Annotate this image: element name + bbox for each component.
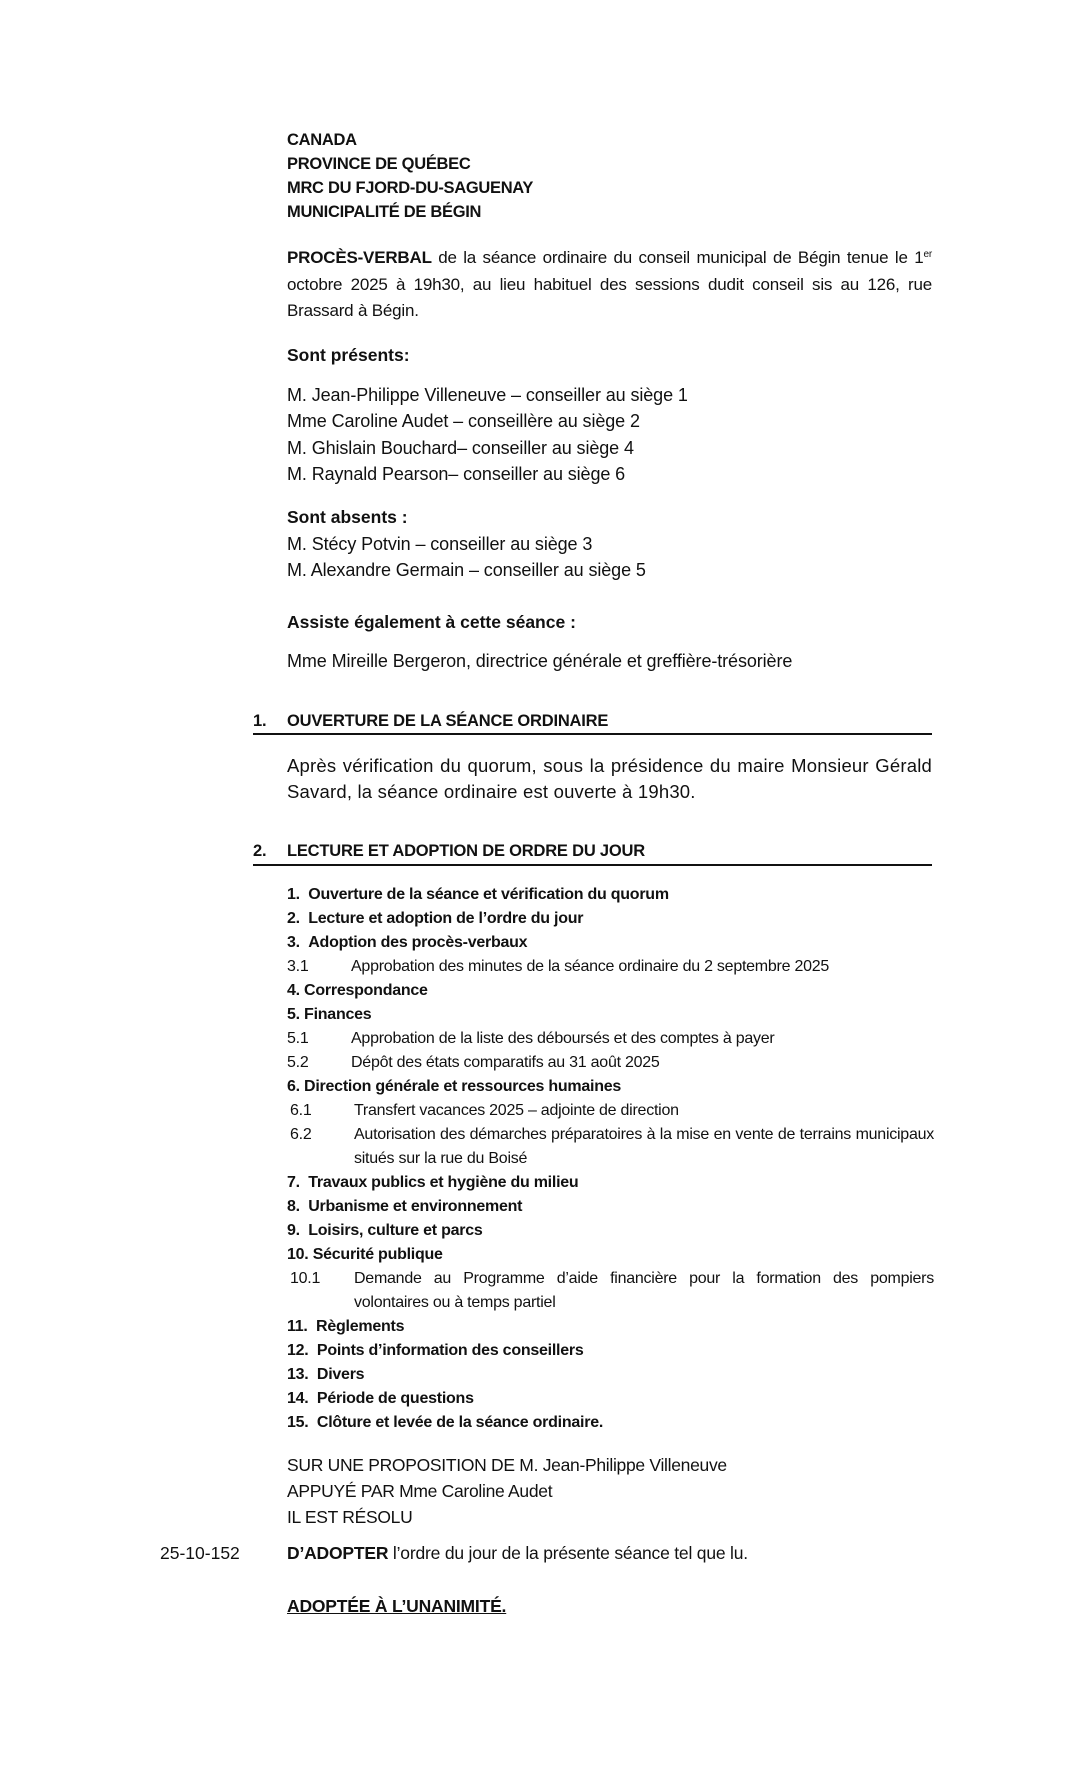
agenda-subitem <box>287 1099 937 1123</box>
agenda-item <box>287 1315 937 1339</box>
present-member: M. Raynald Pearson– conseiller au siège 6 <box>287 463 626 484</box>
agenda-subitem-text: Autorisation des démarches préparatoires à la mise en vente de terrains municipaux situés sur la rue du Boisé <box>354 1126 934 1167</box>
jurisdiction-header <box>287 128 533 224</box>
agenda-item <box>287 907 937 931</box>
agenda-item <box>287 883 937 907</box>
agenda-list <box>287 883 937 1435</box>
header-line-province: PROVINCE DE QUÉBEC <box>287 155 471 173</box>
intro-lead: PROCÈS-VERBAL <box>287 248 432 267</box>
agenda-subitem-text: Approbation des minutes de la séance ordinaire du 2 septembre 2025 <box>351 958 830 975</box>
present-member: Mme Caroline Audet – conseillère au siège 2 <box>287 411 640 432</box>
section-1-rule <box>253 733 932 735</box>
agenda-item-text: Ouverture de la séance et vérification du quorum <box>308 886 669 903</box>
agenda-item <box>287 1387 937 1411</box>
section-number: 1. <box>253 712 267 730</box>
agenda-item <box>287 1003 937 1027</box>
section-title: OUVERTURE DE LA SÉANCE ORDINAIRE <box>287 712 609 730</box>
absent-member: M. Stécy Potvin – conseiller au siège 3 <box>287 534 593 554</box>
resolution-action-text: l’ordre du jour de la présente séance tel que lu. <box>388 1543 748 1563</box>
agenda-item <box>287 1363 937 1387</box>
agenda-item-text: Règlements <box>316 1318 405 1335</box>
section-1-heading <box>253 710 932 732</box>
resolution-number: 25-10-152 <box>160 1543 240 1563</box>
intro-text-1: de la séance ordinaire du conseil municipal de Bégin tenue le 1 <box>431 248 924 267</box>
agenda-subitem <box>287 1051 937 1075</box>
present-member: M. Jean-Philippe Villeneuve – conseiller au siège 1 <box>287 385 688 405</box>
agenda-subitem <box>287 955 937 979</box>
agenda-item-number: 14. <box>287 1390 309 1407</box>
intro-text-2: octobre 2025 à 19h30, au lieu habituel des sessions dudit conseil sis au 126, rue Brassard à Bégin. <box>287 274 932 320</box>
agenda-subitem <box>287 1123 937 1171</box>
present-list <box>287 382 688 487</box>
resolution-outcome: ADOPTÉE À L’UNANIMITÉ. <box>287 1596 507 1616</box>
agenda-subitem-text: Demande au Programme d’aide financière pour la formation des pompiers volontaires ou à temps partiel <box>354 1270 934 1311</box>
present-member: M. Ghislain Bouchard– conseiller au siège 4 <box>287 437 634 458</box>
resolved-statement: IL EST RÉSOLU <box>287 1507 413 1527</box>
agenda-item <box>287 1411 937 1435</box>
agenda-subitem-text: Dépôt des états comparatifs au 31 août 2025 <box>351 1054 660 1071</box>
section-2-heading <box>253 840 932 862</box>
resolution-block <box>287 1452 727 1530</box>
agenda-item <box>287 1243 937 1267</box>
agenda-subitem-number: 3.1 <box>287 958 309 975</box>
agenda-item-text: Divers <box>316 1366 365 1383</box>
agenda-item <box>287 931 937 955</box>
agenda-item-number: 7. <box>287 1174 300 1191</box>
also-present-member: Mme Mireille Bergeron, directrice générale et greffière-trésorière <box>287 651 793 671</box>
agenda-item-text: Urbanisme et environnement <box>308 1198 523 1215</box>
agenda-item-number: 10. <box>287 1246 309 1263</box>
present-label: Sont présents: <box>287 345 410 365</box>
agenda-item <box>287 1339 937 1363</box>
agenda-item-number: 6. <box>287 1078 300 1095</box>
agenda-item-text: Travaux publics et hygiène du milieu <box>308 1174 579 1191</box>
agenda-item-number: 4. <box>287 982 300 999</box>
intro-paragraph <box>287 245 932 325</box>
agenda-subitem-text: Transfert vacances 2025 – adjointe de direction <box>354 1102 679 1119</box>
agenda-subitem-number: 5.2 <box>287 1054 309 1071</box>
agenda-item <box>287 1171 937 1195</box>
agenda-item-text: Adoption des procès-verbaux <box>308 934 528 951</box>
agenda-item-text: Clôture et levée de la séance ordinaire. <box>316 1414 604 1431</box>
agenda-subitem-number: 10.1 <box>290 1270 321 1287</box>
agenda-item-number: 12. <box>287 1342 309 1359</box>
resolution-action-verb: D’ADOPTER <box>287 1543 389 1563</box>
agenda-item-number: 8. <box>287 1198 300 1215</box>
agenda-subitem-number: 6.2 <box>290 1126 312 1143</box>
section-title: LECTURE ET ADOPTION DE ORDRE DU JOUR <box>287 842 645 860</box>
resolution-action <box>287 1540 748 1566</box>
section-1-body: Après vérification du quorum, sous la présidence du maire Monsieur Gérald Savard, la séance ordinaire est ouverte à 19h30. <box>287 755 932 802</box>
agenda-item-text: Correspondance <box>304 982 428 999</box>
intro-superscript: er <box>923 249 932 260</box>
agenda-item-number: 1. <box>287 886 300 903</box>
agenda-subitem <box>287 1267 937 1315</box>
proposed-by: SUR UNE PROPOSITION DE M. Jean-Philippe Villeneuve <box>287 1455 727 1475</box>
agenda-item-text: Sécurité publique <box>312 1246 443 1263</box>
agenda-item-number: 3. <box>287 934 300 951</box>
agenda-item <box>287 979 937 1003</box>
agenda-item-number: 13. <box>287 1366 309 1383</box>
absent-list <box>287 531 646 584</box>
agenda-subitem <box>287 1027 937 1051</box>
agenda-item-text: Finances <box>304 1006 372 1023</box>
agenda-item-number: 9. <box>287 1222 300 1239</box>
header-line-mrc: MRC DU FJORD-DU-SAGUENAY <box>287 179 534 197</box>
agenda-subitem-text: Approbation de la liste des déboursés et des comptes à payer <box>351 1030 775 1047</box>
seconded-by: APPUYÉ PAR Mme Caroline Audet <box>287 1481 553 1501</box>
section-number: 2. <box>253 842 267 860</box>
agenda-subitem-number: 5.1 <box>287 1030 309 1047</box>
section-2-rule <box>253 864 932 866</box>
agenda-item <box>287 1195 937 1219</box>
agenda-subitem-number: 6.1 <box>290 1102 312 1119</box>
agenda-item-number: 15. <box>287 1414 309 1431</box>
header-line-municipality: MUNICIPALITÉ DE BÉGIN <box>287 203 482 221</box>
agenda-item <box>287 1075 937 1099</box>
agenda-item-text: Points d’information des conseillers <box>316 1342 584 1359</box>
agenda-item-text: Direction générale et ressources humaines <box>304 1078 622 1095</box>
agenda-item <box>287 1219 937 1243</box>
agenda-item-number: 2. <box>287 910 300 927</box>
agenda-item-text: Loisirs, culture et parcs <box>308 1222 483 1239</box>
agenda-item-text: Période de questions <box>316 1390 474 1407</box>
agenda-item-text: Lecture et adoption de l’ordre du jour <box>308 910 584 927</box>
agenda-item-number: 11. <box>287 1318 308 1335</box>
also-present-label: Assiste également à cette séance : <box>287 612 576 632</box>
agenda-item-number: 5. <box>287 1006 300 1023</box>
absent-member: M. Alexandre Germain – conseiller au siège 5 <box>287 560 646 581</box>
absent-label: Sont absents : <box>287 507 408 527</box>
header-line-country: CANADA <box>287 131 357 149</box>
also-present-list <box>287 648 792 674</box>
